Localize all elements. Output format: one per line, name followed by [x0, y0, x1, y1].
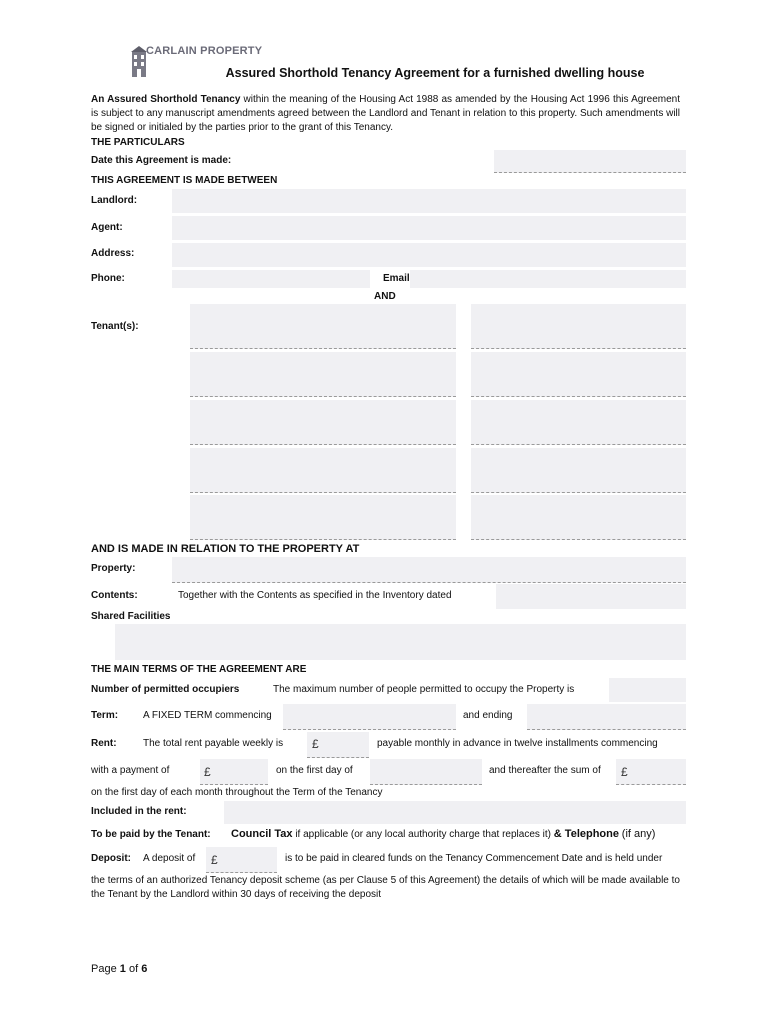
property-label: Property:	[91, 563, 136, 574]
page-current: 1	[119, 963, 126, 975]
document-title: Assured Shorthold Tenancy Agreement for a furnished dwelling house	[225, 66, 645, 80]
agent-field[interactable]	[172, 216, 686, 240]
rent-text: The total rent payable weekly is	[143, 738, 284, 749]
between-heading: THIS AGREEMENT IS MADE BETWEEN	[91, 175, 278, 186]
shared-facilities-field[interactable]	[115, 624, 686, 660]
rent-after-text: payable monthly in advance in twelve installments commencing	[377, 738, 658, 749]
monthly-sum-field[interactable]	[616, 759, 686, 785]
and-label: AND	[374, 291, 396, 302]
phone-field[interactable]	[172, 270, 370, 288]
tenant-3-field[interactable]	[190, 400, 456, 445]
first-payment-field[interactable]	[200, 759, 268, 785]
term-start-field[interactable]	[283, 704, 456, 730]
landlord-label: Landlord:	[91, 195, 138, 206]
rent-label: Rent:	[91, 738, 117, 749]
deposit-field[interactable]	[206, 847, 277, 873]
tenant-8-field[interactable]	[471, 400, 686, 445]
deposit-text: A deposit of	[143, 853, 196, 864]
deposit-after-text: is to be paid in cleared funds on the Tenancy Commencement Date and is held under	[285, 853, 663, 864]
currency-symbol: £	[204, 765, 211, 779]
tenant-9-field[interactable]	[471, 448, 686, 493]
tenants-label: Tenant(s):	[91, 321, 139, 332]
paid-by-items	[231, 828, 655, 841]
council-tax-label: Council Tax	[231, 828, 293, 840]
terms-heading: THE MAIN TERMS OF THE AGREEMENT ARE	[91, 664, 307, 675]
with-payment-text: with a payment of	[91, 765, 170, 776]
agent-label: Agent:	[91, 222, 123, 233]
inventory-date-field[interactable]	[496, 584, 686, 609]
tenant-7-field[interactable]	[471, 352, 686, 397]
thereafter-text: and thereafter the sum of	[489, 765, 601, 776]
term-label: Term:	[91, 710, 119, 721]
deposit-label: Deposit:	[91, 853, 131, 864]
term-end-field[interactable]	[527, 704, 686, 730]
telephone-note: (if any)	[621, 828, 656, 840]
currency-symbol: £	[312, 737, 319, 751]
intro-rest: within the meaning of the Housing Act 1988 as amended by the Housing Act 1996 this Agreement is subject to any manuscript amendments agreed between the Landlord and Tenant in relation to this property. Such amendments will be signed or initialed by the parties prior to the grant of this Tenancy.	[91, 94, 680, 133]
address-label: Address:	[91, 248, 135, 259]
occupiers-text: The maximum number of people permitted to occupy the Property is	[273, 684, 575, 695]
property-heading: AND IS MADE IN RELATION TO THE PROPERTY AT	[91, 543, 360, 555]
occupiers-field[interactable]	[609, 678, 686, 702]
currency-symbol: £	[621, 765, 628, 779]
and-ending-label: and ending	[463, 710, 513, 721]
paid-by-label: To be paid by the Tenant:	[91, 829, 211, 840]
page-word: Page	[91, 963, 117, 975]
first-day-text: on the first day of	[276, 765, 353, 776]
currency-symbol: £	[211, 853, 218, 867]
council-tax-note: if applicable (or any local authority charge that replaces it)	[295, 829, 552, 840]
phone-label: Phone:	[91, 273, 125, 284]
included-field[interactable]	[224, 801, 686, 824]
contents-label: Contents:	[91, 590, 138, 601]
tenant-4-field[interactable]	[190, 448, 456, 493]
page-total: 6	[141, 963, 148, 975]
tenant-2-field[interactable]	[190, 352, 456, 397]
each-month-text: on the first day of each month throughout the Term of the Tenancy	[91, 787, 383, 798]
landlord-field[interactable]	[172, 189, 686, 213]
tenant-10-field[interactable]	[471, 495, 686, 540]
address-field[interactable]	[172, 243, 686, 267]
tenant-5-field[interactable]	[190, 495, 456, 540]
intro-lead: An Assured Shorthold Tenancy	[91, 94, 241, 105]
shared-facilities-label: Shared Facilities	[91, 611, 171, 622]
first-month-field[interactable]	[370, 759, 482, 785]
weekly-rent-field[interactable]	[307, 732, 369, 758]
included-label: Included in the rent:	[91, 806, 187, 817]
page-of: of	[128, 963, 139, 975]
page-number	[91, 963, 147, 975]
telephone-label: & Telephone	[553, 828, 619, 840]
date-label: Date this Agreement is made:	[91, 155, 232, 166]
occupiers-label: Number of permitted occupiers	[91, 684, 240, 695]
contents-text: Together with the Contents as specified in the Inventory dated	[178, 590, 452, 601]
email-field[interactable]	[410, 270, 686, 288]
tenant-6-field[interactable]	[471, 304, 686, 349]
email-label: Email	[383, 273, 410, 284]
property-field[interactable]	[172, 557, 686, 583]
intro-paragraph	[91, 93, 680, 135]
deposit-paragraph: the terms of an authorized Tenancy deposit scheme (as per Clause 5 of this Agreement) the details of which will be made available to the Tenant by the Landlord within 30 days of receiving the deposit	[91, 875, 680, 900]
logo-text: CARLAIN PROPERTY	[146, 45, 263, 57]
term-text: A FIXED TERM commencing	[143, 710, 272, 721]
date-field[interactable]	[494, 150, 686, 173]
tenant-1-field[interactable]	[190, 304, 456, 349]
particulars-heading: THE PARTICULARS	[91, 137, 185, 148]
